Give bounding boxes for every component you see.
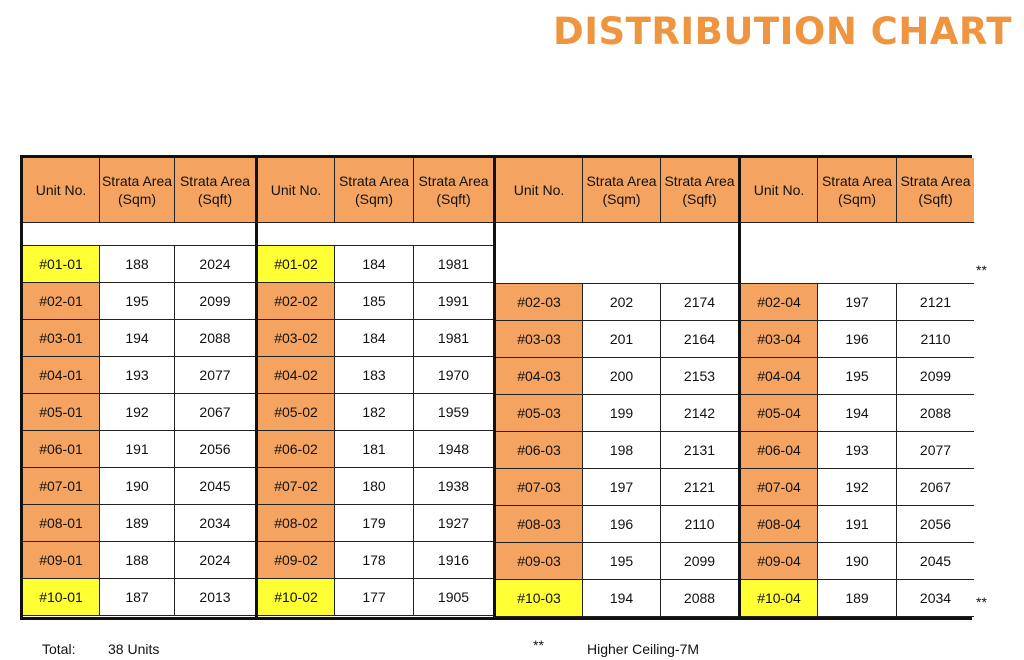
row-10-mark: ** bbox=[976, 594, 987, 610]
area-sqft-cell: 2088 bbox=[175, 320, 255, 357]
unit-stack-4 bbox=[738, 158, 974, 617]
unit-number-cell: #10-04 bbox=[741, 580, 818, 617]
area-sqft-cell: 2099 bbox=[175, 283, 255, 320]
area-sqm-cell: 193 bbox=[100, 357, 175, 394]
header-row bbox=[23, 158, 255, 223]
unit-number-cell: #10-02 bbox=[258, 579, 335, 616]
area-sqft-cell: 2077 bbox=[175, 357, 255, 394]
area-sqm-cell: 182 bbox=[335, 394, 414, 431]
area-sqft-cell: 1991 bbox=[414, 283, 493, 320]
table-row bbox=[23, 283, 255, 320]
unit-number-cell: #09-01 bbox=[23, 542, 100, 579]
area-sqft-cell: 2056 bbox=[175, 431, 255, 468]
area-sqm-cell: 179 bbox=[335, 505, 414, 542]
table-row bbox=[741, 284, 974, 321]
table-row bbox=[496, 284, 738, 321]
area-sqft-cell: 2153 bbox=[661, 358, 738, 395]
area-sqft-cell: 2067 bbox=[897, 469, 974, 506]
table-row bbox=[258, 468, 493, 505]
column-header: Strata Area (Sqft) bbox=[661, 158, 738, 223]
area-sqm-cell: 194 bbox=[818, 395, 897, 432]
total-value: 38 Units bbox=[108, 641, 160, 657]
area-sqft-cell: 1970 bbox=[414, 357, 493, 394]
empty-level-block bbox=[496, 223, 738, 284]
area-sqft-cell: 1927 bbox=[414, 505, 493, 542]
table-row bbox=[496, 506, 738, 543]
table-row bbox=[23, 431, 255, 468]
table-row bbox=[741, 506, 974, 543]
area-sqft-cell: 1948 bbox=[414, 431, 493, 468]
header-row bbox=[741, 158, 974, 223]
area-sqft-cell: 2077 bbox=[897, 432, 974, 469]
unit-number-cell: #05-04 bbox=[741, 395, 818, 432]
column-header: Strata Area (Sqft) bbox=[175, 158, 255, 223]
unit-number-cell: #05-01 bbox=[23, 394, 100, 431]
unit-number-cell: #07-02 bbox=[258, 468, 335, 505]
area-sqft-cell: 2034 bbox=[897, 580, 974, 617]
area-sqft-cell: 2045 bbox=[897, 543, 974, 580]
table-row bbox=[23, 468, 255, 505]
column-header: Strata Area (Sqm) bbox=[583, 158, 661, 223]
table-row bbox=[258, 357, 493, 394]
area-sqft-cell: 2024 bbox=[175, 542, 255, 579]
header-row bbox=[496, 158, 738, 223]
unit-number-cell: #01-02 bbox=[258, 246, 335, 283]
area-sqm-cell: 194 bbox=[100, 320, 175, 357]
area-sqm-cell: 192 bbox=[818, 469, 897, 506]
unit-stack-3 bbox=[493, 158, 738, 617]
unit-number-cell: #08-03 bbox=[496, 506, 583, 543]
area-sqm-cell: 194 bbox=[583, 580, 661, 617]
area-sqm-cell: 188 bbox=[100, 542, 175, 579]
unit-number-cell: #01-01 bbox=[23, 246, 100, 283]
area-sqft-cell: 2131 bbox=[661, 432, 738, 469]
area-sqm-cell: 196 bbox=[583, 506, 661, 543]
area-sqft-cell: 2034 bbox=[175, 505, 255, 542]
unit-number-cell: #07-01 bbox=[23, 468, 100, 505]
table-row bbox=[258, 394, 493, 431]
table-row bbox=[741, 321, 974, 358]
unit-number-cell: #03-04 bbox=[741, 321, 818, 358]
area-sqm-cell: 191 bbox=[818, 506, 897, 543]
column-header: Unit No. bbox=[258, 158, 335, 223]
table-row bbox=[258, 542, 493, 579]
unit-number-cell: #06-03 bbox=[496, 432, 583, 469]
unit-stack-1 bbox=[23, 158, 255, 617]
area-sqft-cell: 1981 bbox=[414, 246, 493, 283]
unit-number-cell: #02-03 bbox=[496, 284, 583, 321]
area-sqft-cell: 2056 bbox=[897, 506, 974, 543]
area-sqm-cell: 190 bbox=[818, 543, 897, 580]
table-row bbox=[741, 358, 974, 395]
area-sqft-cell: 2099 bbox=[661, 543, 738, 580]
unit-number-cell: #04-04 bbox=[741, 358, 818, 395]
unit-number-cell: #04-01 bbox=[23, 357, 100, 394]
unit-number-cell: #09-04 bbox=[741, 543, 818, 580]
unit-number-cell: #04-02 bbox=[258, 357, 335, 394]
area-sqm-cell: 198 bbox=[583, 432, 661, 469]
table-row bbox=[496, 358, 738, 395]
area-sqm-cell: 184 bbox=[335, 320, 414, 357]
area-sqm-cell: 191 bbox=[100, 431, 175, 468]
area-sqm-cell: 192 bbox=[100, 394, 175, 431]
legend-mark: ** bbox=[533, 637, 544, 653]
unit-number-cell: #07-03 bbox=[496, 469, 583, 506]
area-sqft-cell: 1905 bbox=[414, 579, 493, 616]
unit-number-cell: #07-04 bbox=[741, 469, 818, 506]
table-row bbox=[258, 246, 493, 283]
area-sqm-cell: 185 bbox=[335, 283, 414, 320]
area-sqft-cell: 2121 bbox=[661, 469, 738, 506]
area-sqft-cell: 2045 bbox=[175, 468, 255, 505]
table-row bbox=[23, 246, 255, 283]
area-sqm-cell: 202 bbox=[583, 284, 661, 321]
column-header: Unit No. bbox=[741, 158, 818, 223]
table-row bbox=[258, 505, 493, 542]
column-header: Unit No. bbox=[496, 158, 583, 223]
table-row bbox=[741, 543, 974, 580]
area-sqm-cell: 178 bbox=[335, 542, 414, 579]
table-row bbox=[258, 579, 493, 616]
area-sqm-cell: 195 bbox=[818, 358, 897, 395]
total-label: Total: bbox=[42, 641, 76, 657]
area-sqft-cell: 1959 bbox=[414, 394, 493, 431]
unit-number-cell: #09-02 bbox=[258, 542, 335, 579]
area-sqm-cell: 187 bbox=[100, 579, 175, 616]
area-sqft-cell: 2024 bbox=[175, 246, 255, 283]
area-sqft-cell: 2088 bbox=[897, 395, 974, 432]
area-sqm-cell: 199 bbox=[583, 395, 661, 432]
unit-stack-2 bbox=[255, 158, 493, 617]
unit-number-cell: #03-03 bbox=[496, 321, 583, 358]
area-sqft-cell: 2110 bbox=[661, 506, 738, 543]
area-sqft-cell: 1916 bbox=[414, 542, 493, 579]
area-sqm-cell: 190 bbox=[100, 468, 175, 505]
unit-number-cell: #03-01 bbox=[23, 320, 100, 357]
table-row bbox=[741, 580, 974, 617]
area-sqm-cell: 181 bbox=[335, 431, 414, 468]
page-title: DISTRIBUTION CHART bbox=[553, 10, 1012, 53]
unit-number-cell: #03-02 bbox=[258, 320, 335, 357]
unit-number-cell: #06-02 bbox=[258, 431, 335, 468]
unit-number-cell: #04-03 bbox=[496, 358, 583, 395]
area-sqm-cell: 177 bbox=[335, 579, 414, 616]
area-sqft-cell: 1938 bbox=[414, 468, 493, 505]
unit-number-cell: #08-02 bbox=[258, 505, 335, 542]
area-sqm-cell: 189 bbox=[100, 505, 175, 542]
unit-number-cell: #08-01 bbox=[23, 505, 100, 542]
table-row bbox=[23, 357, 255, 394]
table-row bbox=[496, 395, 738, 432]
area-sqm-cell: 197 bbox=[818, 284, 897, 321]
table-row bbox=[741, 469, 974, 506]
table-row bbox=[496, 432, 738, 469]
column-header: Strata Area (Sqm) bbox=[100, 158, 175, 223]
table-row bbox=[496, 580, 738, 617]
spacer-row bbox=[258, 223, 493, 246]
area-sqm-cell: 193 bbox=[818, 432, 897, 469]
area-sqm-cell: 183 bbox=[335, 357, 414, 394]
table-row bbox=[496, 469, 738, 506]
table-row bbox=[741, 395, 974, 432]
area-sqft-cell: 2121 bbox=[897, 284, 974, 321]
table-row bbox=[496, 321, 738, 358]
column-header: Strata Area (Sqft) bbox=[897, 158, 974, 223]
area-sqm-cell: 189 bbox=[818, 580, 897, 617]
area-sqft-cell: 2088 bbox=[661, 580, 738, 617]
unit-number-cell: #05-02 bbox=[258, 394, 335, 431]
area-sqm-cell: 200 bbox=[583, 358, 661, 395]
table-row bbox=[496, 543, 738, 580]
area-sqm-cell: 197 bbox=[583, 469, 661, 506]
empty-level-block bbox=[741, 223, 974, 284]
spacer-row bbox=[23, 223, 255, 246]
unit-number-cell: #08-04 bbox=[741, 506, 818, 543]
table-row bbox=[23, 394, 255, 431]
area-sqm-cell: 195 bbox=[100, 283, 175, 320]
area-sqft-cell: 1981 bbox=[414, 320, 493, 357]
table-row bbox=[741, 432, 974, 469]
area-sqft-cell: 2067 bbox=[175, 394, 255, 431]
area-sqft-cell: 2110 bbox=[897, 321, 974, 358]
column-header: Strata Area (Sqft) bbox=[414, 158, 493, 223]
unit-number-cell: #02-01 bbox=[23, 283, 100, 320]
column-header: Unit No. bbox=[23, 158, 100, 223]
area-sqm-cell: 195 bbox=[583, 543, 661, 580]
legend-text: Higher Ceiling-7M bbox=[587, 641, 700, 657]
area-sqm-cell: 196 bbox=[818, 321, 897, 358]
unit-number-cell: #02-02 bbox=[258, 283, 335, 320]
table-row bbox=[23, 505, 255, 542]
unit-number-cell: #06-01 bbox=[23, 431, 100, 468]
column-header: Strata Area (Sqm) bbox=[335, 158, 414, 223]
area-sqft-cell: 2099 bbox=[897, 358, 974, 395]
table-row bbox=[23, 542, 255, 579]
area-sqm-cell: 188 bbox=[100, 246, 175, 283]
row-01-mark: ** bbox=[976, 262, 987, 278]
area-sqft-cell: 2174 bbox=[661, 284, 738, 321]
area-sqft-cell: 2013 bbox=[175, 579, 255, 616]
table-row bbox=[258, 431, 493, 468]
area-sqm-cell: 201 bbox=[583, 321, 661, 358]
table-row bbox=[258, 283, 493, 320]
unit-number-cell: #10-03 bbox=[496, 580, 583, 617]
unit-number-cell: #02-04 bbox=[741, 284, 818, 321]
area-sqm-cell: 184 bbox=[335, 246, 414, 283]
area-sqft-cell: 2142 bbox=[661, 395, 738, 432]
unit-number-cell: #09-03 bbox=[496, 543, 583, 580]
column-header: Strata Area (Sqm) bbox=[818, 158, 897, 223]
unit-number-cell: #06-04 bbox=[741, 432, 818, 469]
area-sqft-cell: 2164 bbox=[661, 321, 738, 358]
header-row bbox=[258, 158, 493, 223]
distribution-table bbox=[20, 155, 972, 620]
area-sqm-cell: 180 bbox=[335, 468, 414, 505]
table-row bbox=[23, 579, 255, 616]
unit-number-cell: #10-01 bbox=[23, 579, 100, 616]
table-row bbox=[23, 320, 255, 357]
unit-number-cell: #05-03 bbox=[496, 395, 583, 432]
table-row bbox=[258, 320, 493, 357]
